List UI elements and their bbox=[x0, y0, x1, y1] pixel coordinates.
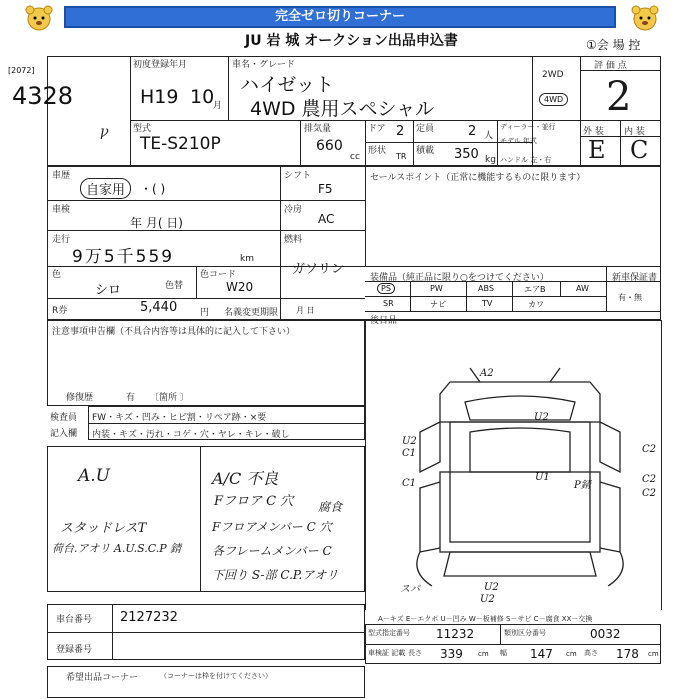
fuel-label: 燃料 bbox=[284, 235, 303, 245]
deadline-value: 月 日 bbox=[296, 306, 315, 315]
seats-label: 定員 bbox=[416, 124, 435, 134]
note-right-2: Fフロア C 穴 bbox=[214, 494, 294, 509]
displacement-value: 660 bbox=[316, 138, 343, 154]
model-value: TE-S210P bbox=[140, 134, 221, 154]
equipment-label: 装備品（純正品に限り○をつけてください） bbox=[370, 273, 549, 283]
ac-value: AC bbox=[318, 212, 335, 226]
entry-label: 記入欄 bbox=[50, 429, 78, 439]
recycle-value: 5,440 bbox=[140, 300, 178, 315]
displacement-label: 排気量 bbox=[304, 124, 332, 134]
color-change-label: 色替 bbox=[165, 281, 184, 291]
chassis-value: 2127232 bbox=[120, 610, 178, 625]
height-value: 178 bbox=[616, 647, 639, 661]
inspection-value: 年 月( 日) bbox=[130, 216, 183, 230]
first-reg-label: 初度登録年月 bbox=[133, 60, 188, 70]
car-name: ハイゼット bbox=[240, 74, 335, 96]
mark-u2-roof: U2 bbox=[534, 412, 549, 423]
length-unit: cm bbox=[478, 650, 489, 658]
first-reg-month: 10 bbox=[190, 86, 215, 108]
form-title: JU 岩 城 オークション出品申込書 bbox=[245, 33, 458, 49]
inspector-label: 検査員 bbox=[50, 413, 78, 423]
seats-value: 2 bbox=[468, 124, 477, 139]
width-value: 147 bbox=[530, 647, 553, 661]
km-unit: km bbox=[240, 254, 254, 264]
dimensions-label: 車検証 記載 bbox=[368, 649, 406, 657]
car-grade: 4WD 農用スペシャル bbox=[250, 98, 435, 120]
note-right-3: 腐食 bbox=[318, 500, 343, 514]
hope-corner-label: 希望出品コーナー bbox=[66, 673, 139, 683]
color-value: シロ bbox=[95, 283, 122, 298]
shift-value: F5 bbox=[318, 182, 333, 196]
color-label: 色 bbox=[52, 270, 62, 280]
note-right-5: 各フレームメンバー C bbox=[212, 544, 332, 558]
shape-label: 形状 bbox=[368, 146, 387, 156]
first-reg-year: H19 bbox=[140, 86, 179, 108]
interior-label: 内 装 bbox=[624, 127, 645, 137]
mark-p-rust: P錆 bbox=[574, 480, 591, 491]
deadline-label: 名義変更期限 bbox=[224, 308, 279, 318]
fuel-value: ガソリン bbox=[292, 262, 345, 277]
lot-number: 4328 bbox=[12, 82, 74, 110]
mark-c2-right-lower: C2 bbox=[642, 474, 657, 485]
model-year-label: モデル 年式 bbox=[500, 137, 537, 145]
note-left-2: スタッドレスT bbox=[60, 521, 147, 536]
note-left-1: A.U bbox=[78, 466, 111, 486]
shape-value: TR bbox=[396, 152, 407, 161]
shift-label: シフト bbox=[284, 171, 312, 181]
inspection-label: 車検 bbox=[52, 205, 71, 215]
type-spec-label: 型式指定番号 bbox=[368, 629, 410, 637]
exterior-label: 外 装 bbox=[583, 127, 604, 137]
length-label: 長さ bbox=[408, 649, 422, 657]
height-label: 高さ bbox=[584, 649, 598, 657]
note-left-3: 荷台.アオリ A.U.S.C.P 錆 bbox=[52, 542, 182, 555]
new-car-warranty-label: 新車保証書 bbox=[612, 273, 658, 283]
model-label: 型式 bbox=[133, 124, 152, 134]
mascot-bear-icon bbox=[624, 4, 666, 32]
registration-label: 登録番号 bbox=[56, 645, 93, 655]
kg-unit: kg bbox=[485, 155, 496, 165]
mileage-value: 9万5千559 bbox=[72, 247, 175, 267]
equip-navi: ナビ bbox=[430, 300, 446, 309]
name-grade-label: 車名・グレード bbox=[232, 60, 296, 70]
mark-spare: スパ bbox=[400, 584, 420, 595]
recycle-label: R券 bbox=[52, 306, 68, 316]
new-car-warranty-value: 有・無 bbox=[618, 293, 642, 302]
score-value: 2 bbox=[606, 74, 632, 120]
mark-c1-left-top: C1 bbox=[402, 448, 417, 459]
width-unit: cm bbox=[566, 650, 577, 658]
mileage-label: 走行 bbox=[52, 235, 71, 245]
color-code-label: 色コード bbox=[200, 270, 237, 280]
zero-cut-banner: 完全ゼロ切りコーナー bbox=[64, 6, 616, 28]
mark-u2-bottom-left: U2 bbox=[480, 594, 495, 605]
height-unit: cm bbox=[648, 650, 659, 658]
payload-label: 積載 bbox=[416, 146, 435, 156]
width-label: 幅 bbox=[500, 649, 507, 657]
type-spec-value: 11232 bbox=[436, 627, 475, 641]
inspector-row-2: 内装・キズ・汚れ・コゲ・穴・ヤレ・キレ・破し bbox=[92, 430, 290, 440]
notes-label: 注意事項申告欄（不具合内容等は具体的に記入して下さい） bbox=[52, 327, 296, 337]
inspector-row-1: FW・キズ・凹み・ヒビ割・リペア跡・×要 bbox=[92, 413, 267, 423]
repair-value: 有 bbox=[126, 393, 136, 403]
mark-c2-right: C2 bbox=[642, 444, 657, 455]
class-value: 0032 bbox=[590, 627, 621, 641]
mark-c1-left: C1 bbox=[402, 478, 417, 489]
yen-unit: 円 bbox=[200, 308, 210, 318]
mark-u1: U1 bbox=[535, 472, 550, 483]
equip-sr: SR bbox=[383, 299, 394, 308]
tick-mark: ꝩ bbox=[100, 124, 109, 140]
equip-tv: TV bbox=[482, 299, 493, 308]
equip-ps: PS bbox=[377, 283, 395, 294]
mark-a2: A2 bbox=[480, 368, 494, 379]
equip-pw: PW bbox=[430, 284, 443, 293]
note-right-6: 下回り S-部 C.P.アオリ bbox=[212, 568, 339, 582]
equip-aw: AW bbox=[576, 284, 589, 293]
repair-place: 〔箇所 〕 bbox=[150, 393, 189, 403]
equip-airbag: エアB bbox=[524, 285, 546, 294]
interior-grade: C bbox=[630, 136, 649, 164]
mascot-bear-icon bbox=[18, 4, 60, 32]
note-right-4: Fフロアメンバー C 穴 bbox=[212, 520, 332, 534]
lot-code: [2072] bbox=[8, 66, 35, 75]
drive-4wd-circled: 4WD bbox=[539, 93, 568, 106]
chassis-label: 車台番号 bbox=[56, 615, 93, 625]
mark-c2-right-bottom: C2 bbox=[642, 488, 657, 499]
equip-abs: ABS bbox=[478, 284, 494, 293]
hope-corner-note: （コーナーは枠を付けてください） bbox=[160, 672, 272, 680]
exterior-grade: E bbox=[588, 136, 606, 164]
dealer-label: ディーラー・並行 bbox=[500, 123, 556, 131]
color-code-value: W20 bbox=[226, 280, 254, 294]
cc-unit: cc bbox=[350, 152, 360, 162]
handle-label: ハンドル 左・右 bbox=[500, 156, 552, 164]
car-damage-diagram bbox=[380, 362, 660, 608]
repair-label: 修復歴 bbox=[66, 393, 94, 403]
damage-legend: A－キズ E－エクボ U－凹み W－板補修 S－サビ C－腐食 XX－交換 bbox=[378, 615, 593, 623]
note-right-1: A/C 不良 bbox=[212, 469, 279, 488]
later-items-label: 後日品 bbox=[370, 316, 398, 326]
length-value: 339 bbox=[440, 647, 463, 661]
class-label: 類別区分番号 bbox=[504, 629, 546, 637]
drive-2wd: 2WD bbox=[542, 70, 564, 80]
equip-leather: カワ bbox=[528, 300, 544, 309]
use-value-circled: 自家用 bbox=[80, 178, 131, 199]
mark-u2-left: U2 bbox=[402, 436, 417, 447]
month-unit: 月 bbox=[213, 101, 223, 111]
use-label: 車歴 bbox=[52, 171, 71, 181]
seats-unit: 人 bbox=[484, 131, 494, 141]
sales-point-label: セールスポイント（正常に機能するものに限ります） bbox=[370, 173, 586, 183]
use-rest: ・( ) bbox=[140, 182, 166, 196]
doors-value: 2 bbox=[396, 124, 405, 139]
venue-copy-label: ①会 場 控 bbox=[586, 38, 641, 52]
mark-u2-bottom: U2 bbox=[484, 582, 499, 593]
doors-label: ドア bbox=[368, 124, 386, 134]
payload-value: 350 bbox=[454, 147, 479, 162]
ac-label: 冷房 bbox=[284, 205, 303, 215]
score-label: 評 価 点 bbox=[594, 61, 627, 71]
